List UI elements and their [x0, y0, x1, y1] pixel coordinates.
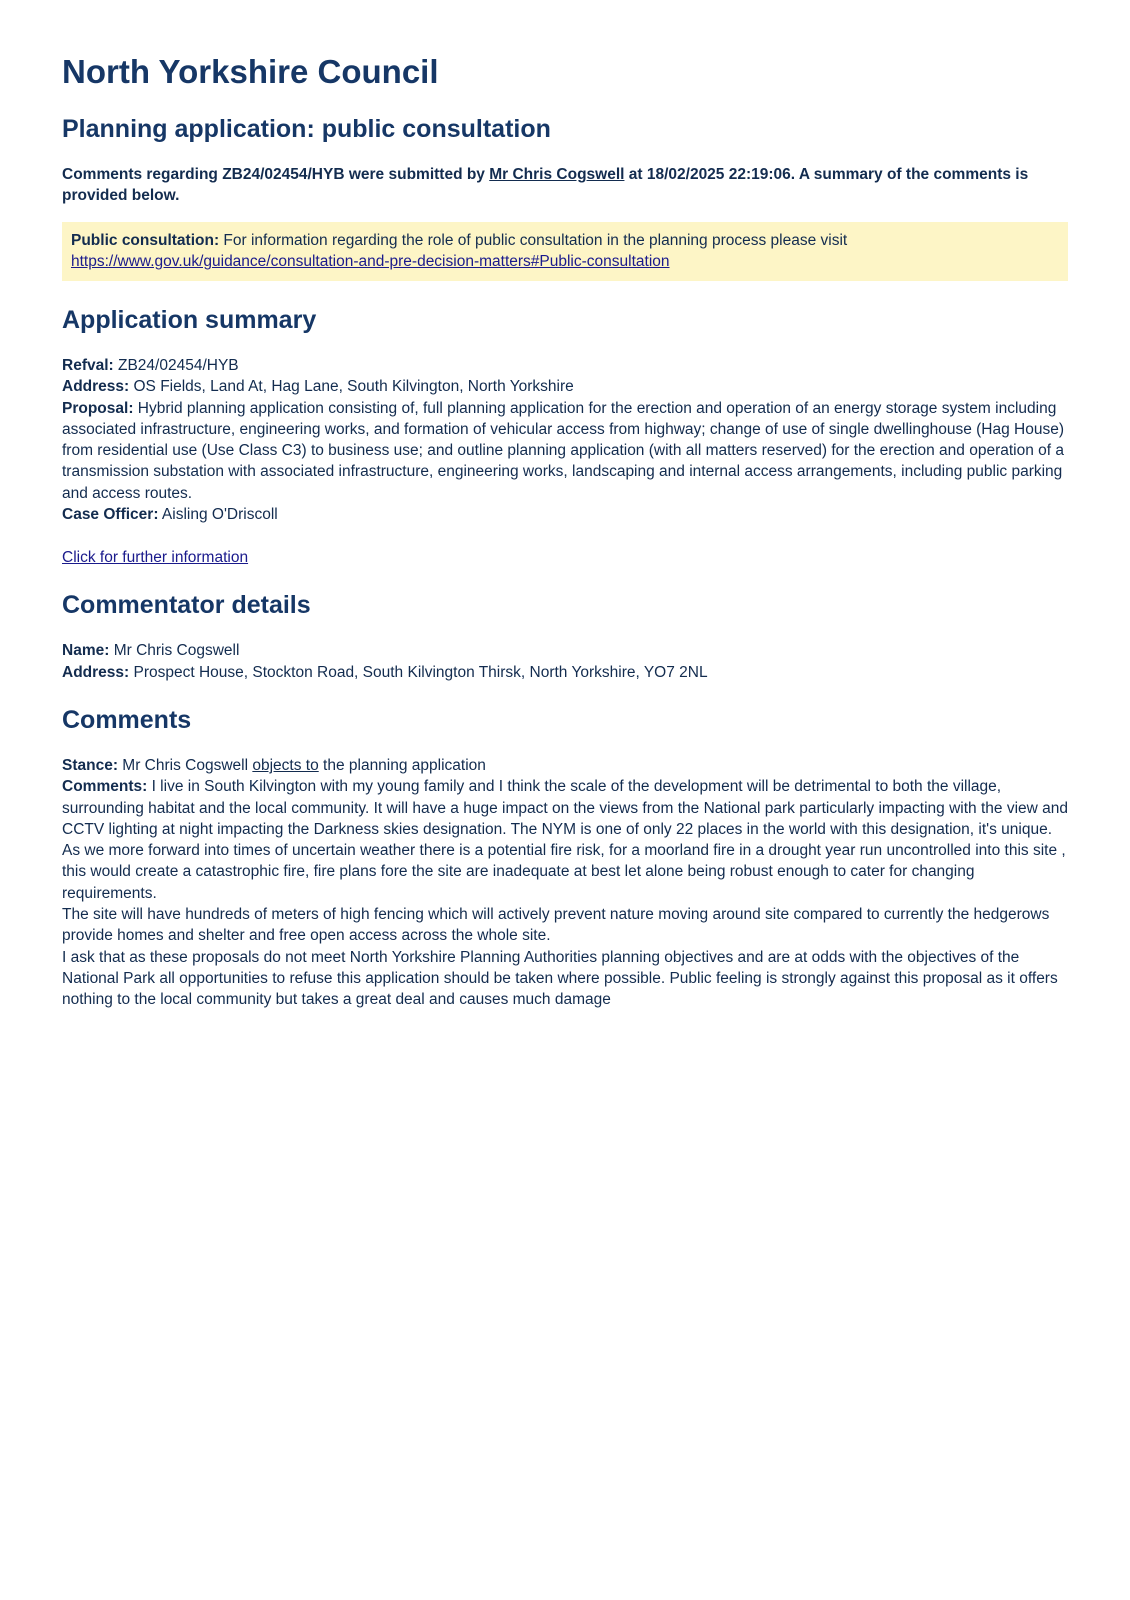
- refval-row: [62, 355, 1068, 376]
- commentator-fields: [62, 640, 1068, 683]
- stance-value: objects to: [252, 756, 319, 774]
- intro-suffix: at 18/02/2025 22:19:06. A summary of the comments is provided below.: [62, 166, 1029, 204]
- proposal-row: [62, 398, 1068, 504]
- commentator-address-label: Address:: [62, 663, 130, 681]
- comments-heading: Comments: [62, 705, 192, 734]
- consultation-guidance-link[interactable]: https://www.gov.uk/guidance/consultation-and-pre-decision-matters#Public-consultation: [71, 253, 670, 270]
- commentator-address-row: [62, 662, 1068, 683]
- commentator-name-link[interactable]: Mr Chris Cogswell: [489, 166, 625, 183]
- page-title: Planning application: public consultation: [62, 115, 551, 143]
- application-summary-heading: Application summary: [62, 306, 317, 334]
- application-summary-fields: [62, 355, 1068, 525]
- stance-label: Stance:: [62, 756, 118, 774]
- comment-paragraph: [62, 776, 1068, 840]
- notice-text: For information regarding the role of public consultation in the planning process please visit: [219, 232, 848, 249]
- comment-paragraph: The site will have hundreds of meters of high fencing which will actively prevent nature moving around site compared to currently the hedgerows provide homes and shelter and free open access across the whole site.: [62, 906, 1050, 945]
- case-officer-value: Aisling O'Driscoll: [158, 506, 278, 524]
- public-consultation-notice: [62, 222, 1068, 281]
- proposal-label: Proposal:: [62, 399, 134, 417]
- commentator-name-label: Name:: [62, 642, 110, 660]
- comments-label: Comments:: [62, 778, 148, 796]
- proposal-value: Hybrid planning application consisting of, full planning application for the erection and operation of an energy storage system including associated infrastructure, engineering works, and formation of vehicular access from highway; change of use of single dwellinghouse (Hag House) from residential use (Use Class C3) to business use; and outline planning application (with all matters reserved) for the erection and operation of a transmission substation with associated infrastructure, engineering works, landscaping and internal access arrangements, including public parking and access routes.: [62, 399, 1065, 502]
- comment-paragraph: As we more forward into times of uncertain weather there is a potential fire risk, for a moorland fire in a drought year run uncontrolled into this site , this would create a catastrophic fire, fire plans fore the site are inadequate at best let alone being robust enough to cater for changing requirements.: [62, 842, 1066, 902]
- further-info-row: [62, 547, 1068, 568]
- submission-intro: [62, 164, 1068, 206]
- comments-fields: [62, 755, 1068, 1011]
- refval-value: ZB24/02454/HYB: [113, 357, 239, 374]
- stance-name: Mr Chris Cogswell: [118, 756, 253, 774]
- refval-label: Refval:: [62, 357, 114, 374]
- comment-paragraph: I ask that as these proposals do not meet North Yorkshire Planning Authorities planning objectives and are at odds with the objectives of the National Park all opportunities to refuse this application should be taken where possible. Public feeling is strongly against this proposal as it offers nothing to the local community but takes a great deal and causes much damage: [62, 948, 1058, 1009]
- further-information-link[interactable]: Click for further information: [62, 549, 249, 567]
- intro-prefix: Comments regarding ZB24/02454/HYB were submitted by: [62, 166, 490, 183]
- stance-suffix: the planning application: [318, 756, 486, 774]
- case-officer-label: Case Officer:: [62, 506, 159, 524]
- commentator-address-value: Prospect House, Stockton Road, South Kilvington Thirsk, North Yorkshire, YO7 2NL: [129, 663, 708, 681]
- commentator-section: [62, 588, 1068, 683]
- site-address-value: OS Fields, Land At, Hag Lane, South Kilvington, North Yorkshire: [129, 378, 574, 396]
- case-officer-row: [62, 504, 1068, 525]
- application-summary-section: [62, 303, 1068, 568]
- commentator-name-value: Mr Chris Cogswell: [109, 642, 240, 660]
- comments-section: [62, 703, 1068, 1011]
- commentator-name-row: [62, 640, 1068, 661]
- commentator-heading: Commentator details: [62, 591, 311, 620]
- stance-row: [62, 755, 1068, 776]
- council-title: North Yorkshire Council: [62, 53, 439, 90]
- site-address-label: Address:: [62, 378, 130, 396]
- site-address-row: [62, 376, 1068, 397]
- notice-label: Public consultation:: [71, 232, 220, 249]
- comment-text-1: I live in South Kilvington with my young family and I think the scale of the development will be detrimental to both the village, surrounding habitat and the local community. It will have a huge impact on the views from the National park particularly impacting with the view and CCTV lighting at night impacting the Darkness skies designation. The NYM is one of only 22 places in the world with this designation, it's unique.: [62, 778, 1069, 838]
